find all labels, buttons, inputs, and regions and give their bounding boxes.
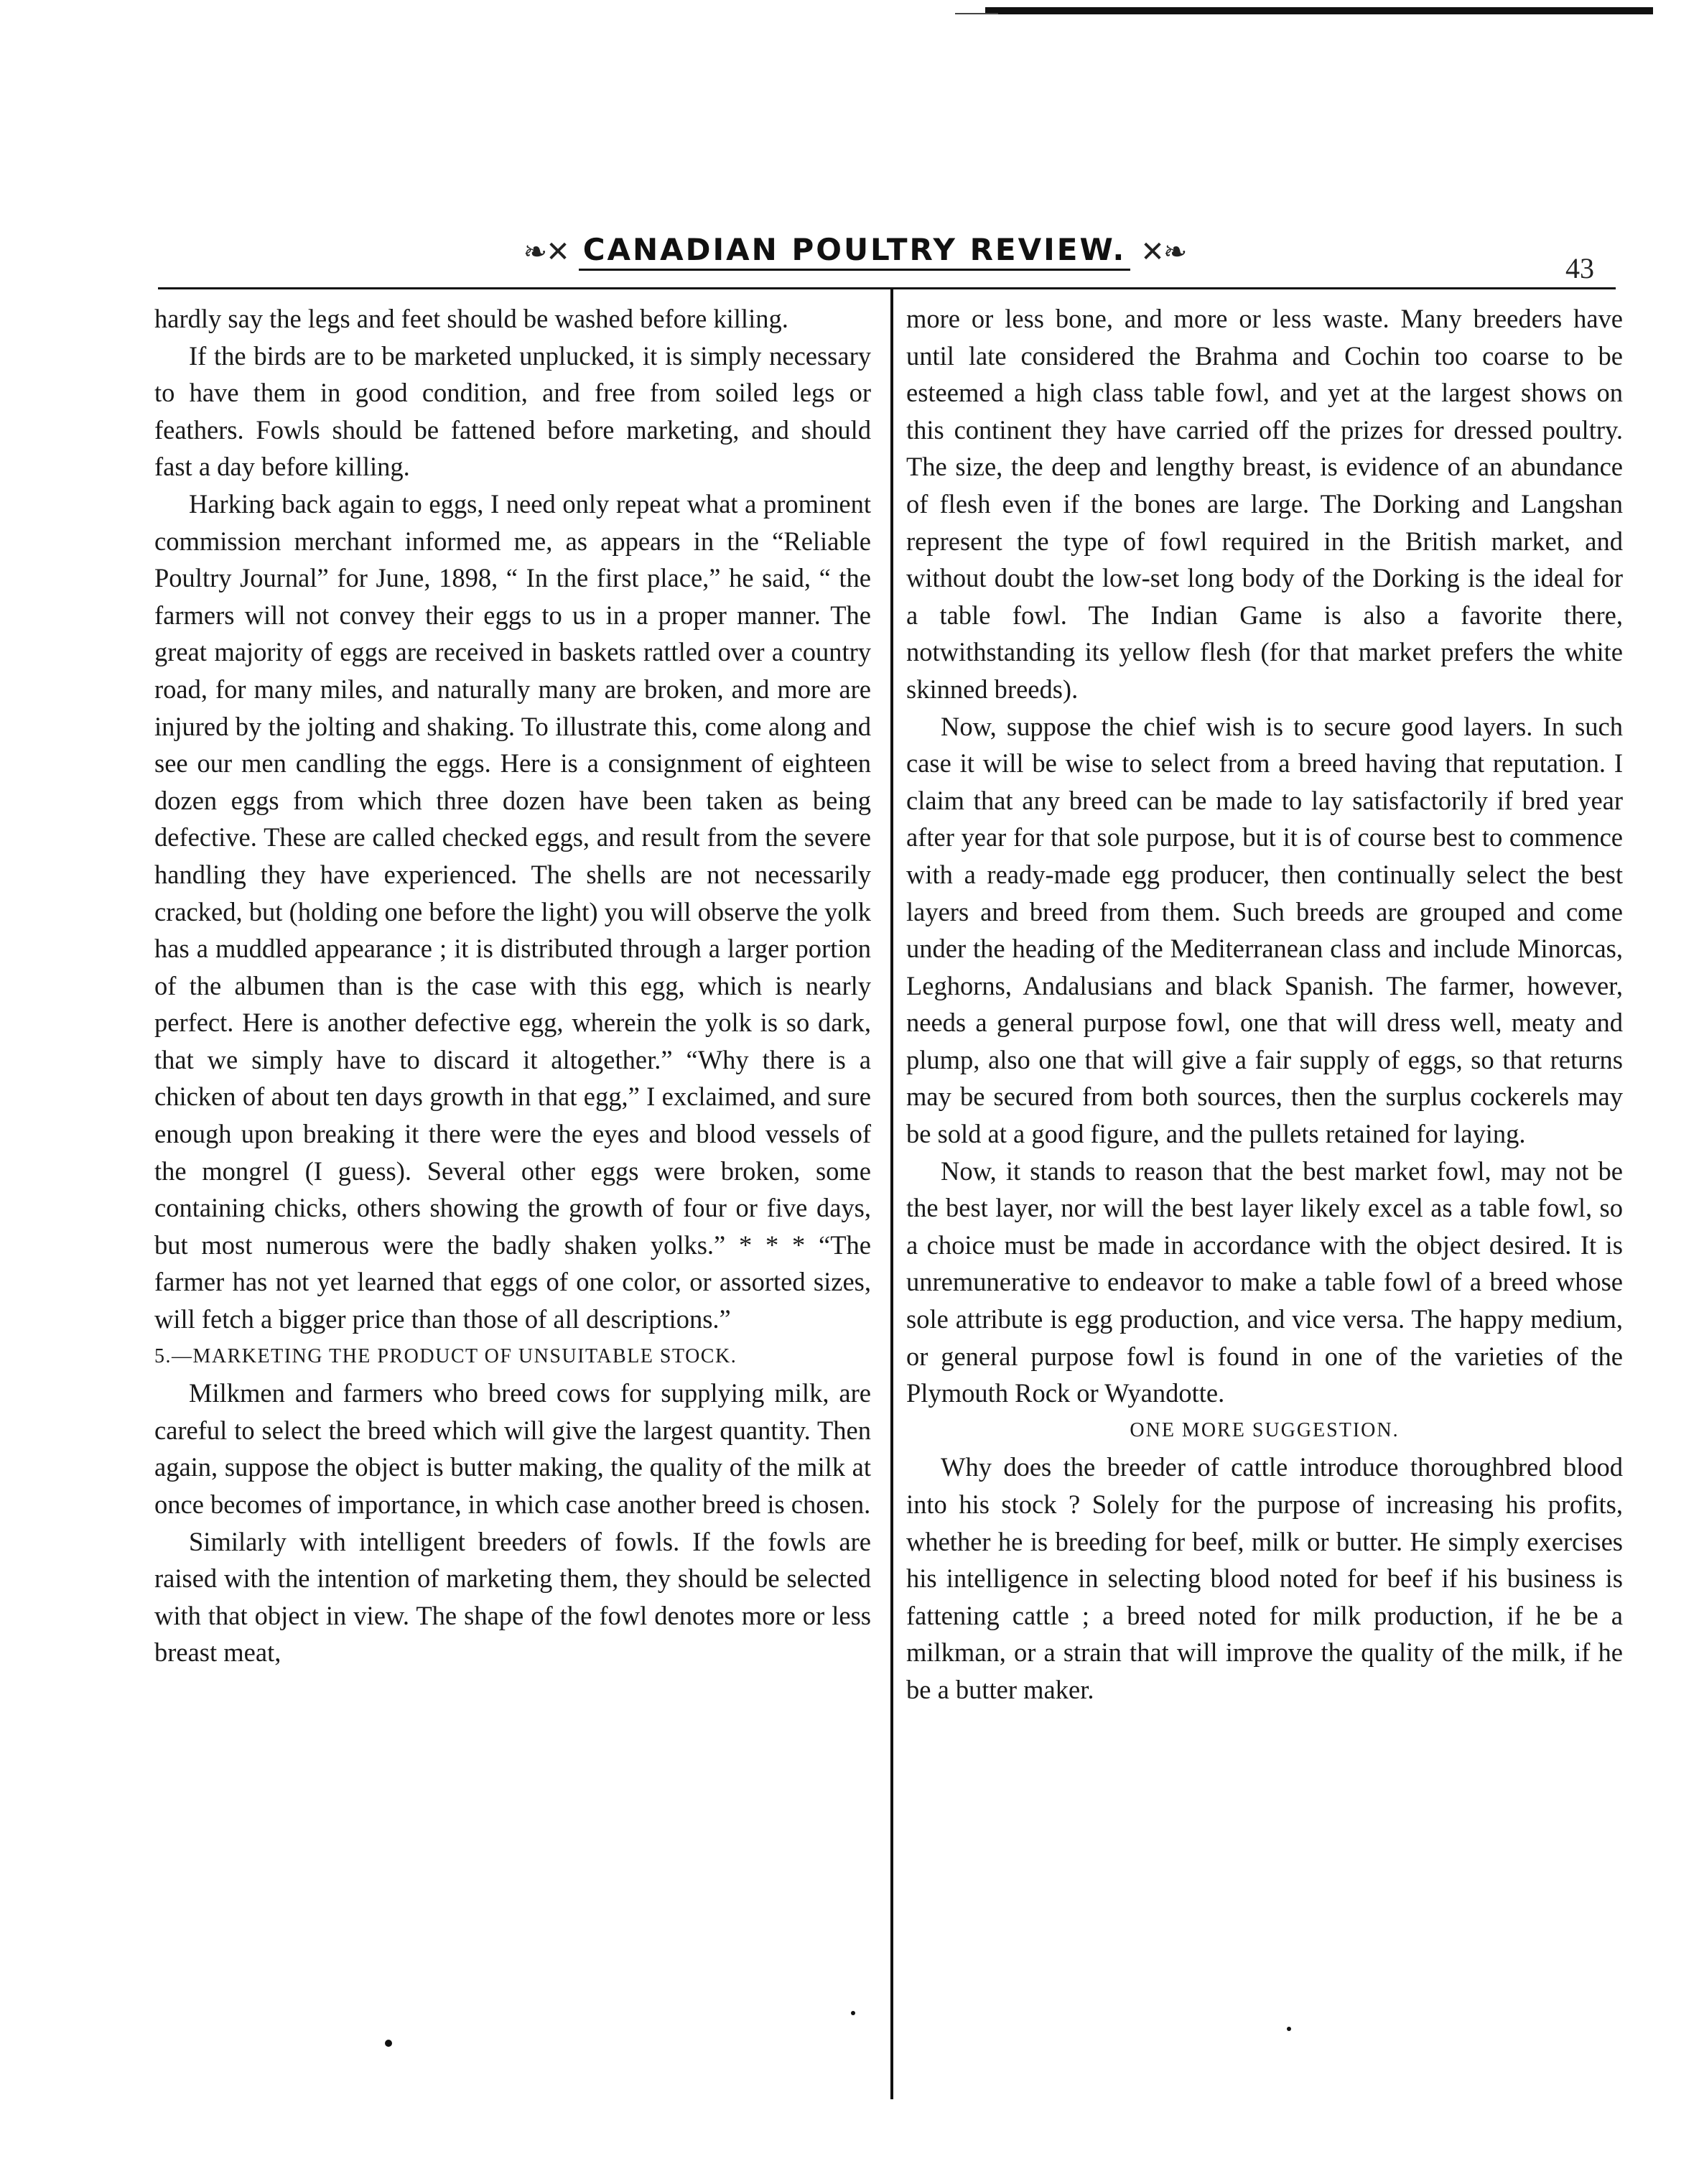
right-paragraph-2: Now, suppose the chief wish is to secure good layers. In such case it will be wise to select from a breed having that reputation. I claim that any breed can be made to lay satisfactorily if bred year after year for that sole purpose, but it is of course best to commence with a ready-made egg producer, then continually select the best layers and breed from them. Such breeds are grouped and come under the heading of the Mediterranean class and include Minorcas, Leghorns, Andalusians and black Spanish. The farmer, however, needs a general purpose fowl, one that will dress well, meaty and plump, also one that will give a fair supply of eggs, so that returns may be secured from both sources, then the surplus cockerels may be sold at a good figure, and the pullets retained for laying. (906, 711, 1623, 1149)
section-heading-one-more-suggestion: ONE MORE SUGGESTION. (1130, 1418, 1400, 1441)
right-column (906, 300, 1623, 1709)
column-divider (890, 289, 893, 2099)
top-edge-rule (985, 7, 1653, 14)
page-number: 43 (1565, 252, 1594, 284)
section-heading-unsuitable-stock: 5.—MARKETING THE PRODUCT OF UNSUITABLE STOCK. (154, 1344, 737, 1367)
left-paragraph-4: Milkmen and farmers who breed cows for supplying milk, are careful to select the breed which will give the largest quantity. Then again, suppose the object is butter making, the quality of the milk at once becomes of importance, in which case another breed is chosen. (154, 1378, 871, 1519)
top-edge-rule-thin (955, 13, 998, 14)
masthead-ornament-right-icon: ✕❧ (1140, 235, 1186, 268)
publication-title: CANADIAN POULTRY REVIEW. (579, 232, 1131, 271)
left-paragraph-3: Harking back again to eggs, I need only repeat what a prominent commission merchant informed me, as appears in the “Reliable Poultry Journal” for June, 1898, “ In the first place,” he said, “ the farmers will not convey their eggs to us in a proper manner. The great majority of eggs are received in baskets rattled over a country road, for many miles, and naturally many are broken, and more are injured by the jolting and shaking. To illustrate this, come along and see our men candling the eggs. Here is a consignment of eighteen dozen eggs from which three dozen have been taken as being defective. These are called checked eggs, and result from the severe handling they have experienced. The shells are not necessarily cracked, but (holding one before the light) you will observe the yolk has a muddled appearance ; it is distributed through a larger portion of the albumen than is the case with this egg, which is nearly perfect. Here is another defective egg, wherein the yolk is so dark, that we simply have to discard it altogether.” “Why there is a chicken of about ten days growth in that egg,” I exclaimed, and sure enough upon breaking it there were the eyes and blood vessels of the mongrel (I guess). Several other eggs were broken, some containing chicks, others showing the growth of four or five days, but most numerous were the badly shaken yolks.” * * * “The farmer has not yet learned that eggs of one color, or assorted sizes, will fetch a bigger price than those of all descriptions.” (154, 488, 871, 1334)
left-column (154, 300, 871, 1671)
print-speck (851, 2011, 855, 2015)
print-speck (1287, 2027, 1291, 2031)
right-paragraph-1: more or less bone, and more or less waste. Many breeders have until late considered the Brahma and Cochin too coarse to be esteemed a high class table fowl, and yet at the largest shows on this continent they have carried off the prizes for dressed poultry. The size, the deep and lengthy breast, is evidence of an abundance of flesh even if the bones are large. The Dorking and Langshan represent the type of fowl required in the British market, and without doubt the low-set long body of the Dorking is the ideal for a table fowl. The Indian Game is also a favorite there, notwithstanding its yellow flesh (for that market prefers the white skinned breeds). (906, 304, 1623, 704)
right-paragraph-3: Now, it stands to reason that the best market fowl, may not be the best layer, nor will the best layer likely excel as a table fowl, so a choice must be made in accordance with the object desired. It is unremunerative to endeavor to make a table fowl of a breed whose sole attribute is egg production, and vice versa. The happy medium, or general purpose fowl is found in one of the varieties of the Plymouth Rock or Wyandotte. (906, 1156, 1623, 1408)
masthead-ornament-left-icon: ❧✕ (523, 235, 569, 268)
right-paragraph-4: Why does the breeder of cattle introduce thoroughbred blood into his stock ? Solely for the purpose of increasing his profits, whether he is breeding for beef, milk or butter. He simply exercises his intelligence in selecting blood noted for beef if his business is fattening cattle ; a breed noted for milk production, if he be a milkman, or a strain that will improve the quality of the milk, if he be a butter maker. (906, 1452, 1623, 1704)
masthead (523, 223, 1186, 280)
left-paragraph-1: hardly say the legs and feet should be washed before killing. (154, 304, 788, 333)
print-speck (385, 2040, 392, 2047)
left-paragraph-2: If the birds are to be marketed unplucked, it is simply necessary to have them in good condition, and free from soiled legs or feathers. Fowls should be fattened before marketing, and should fast a day before killing. (154, 340, 871, 482)
left-paragraph-5: Similarly with intelligent breeders of fowls. If the fowls are raised with the intention of marketing them, they should be selected with that object in view. The shape of the fowl denotes more or less breast meat, (154, 1526, 871, 1668)
header-rule (158, 287, 1616, 289)
